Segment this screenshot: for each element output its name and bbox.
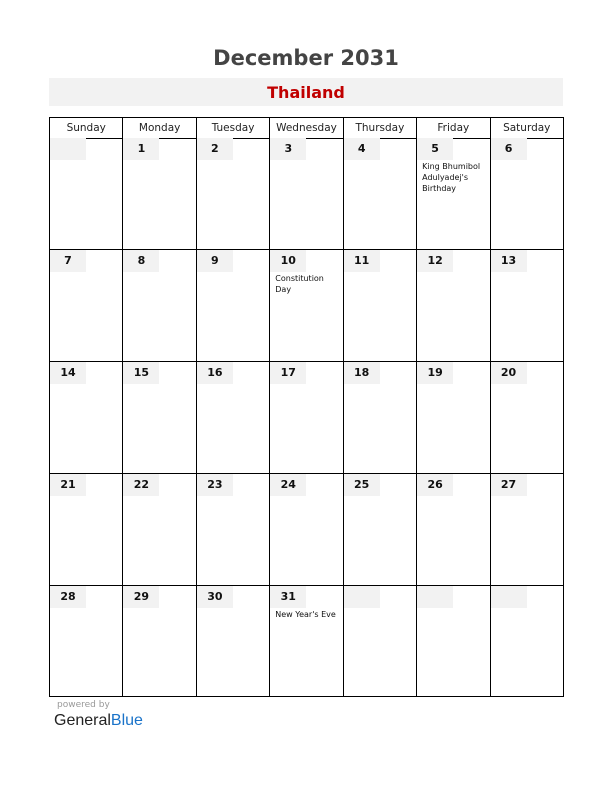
day-number-box	[123, 250, 159, 272]
calendar-weeks	[50, 138, 563, 696]
calendar-day-cell	[197, 586, 270, 697]
weekday-saturday: Saturday	[503, 122, 551, 134]
calendar-day-cell	[344, 138, 417, 249]
day-number: 8	[137, 254, 146, 267]
day-number: 18	[354, 366, 370, 379]
day-number: 27	[500, 478, 517, 491]
calendar-week	[50, 474, 563, 586]
calendar-day-cell	[123, 474, 196, 585]
day-number: 20	[500, 366, 517, 379]
calendar-day-cell	[491, 138, 563, 249]
day-number-box	[491, 474, 527, 496]
day-number-box	[270, 138, 306, 160]
day-number-box	[50, 250, 86, 272]
day-number-box	[417, 586, 453, 608]
day-number: 11	[354, 254, 370, 267]
calendar-week	[50, 250, 563, 362]
holiday-label: Constitution Day	[275, 274, 324, 294]
day-number: 31	[280, 590, 296, 603]
calendar-day-cell	[270, 138, 343, 249]
day-number-box	[50, 362, 86, 384]
day-number: 1	[137, 142, 146, 155]
day-number: 28	[60, 590, 76, 603]
weekday-friday: Friday	[417, 118, 490, 138]
day-number-box	[270, 586, 306, 608]
day-number: 19	[427, 366, 443, 379]
calendar-day-cell	[123, 362, 196, 473]
brand-name-part1: General	[54, 712, 111, 729]
weekday-header	[50, 118, 563, 139]
day-number-box	[197, 586, 233, 608]
calendar-day-cell	[123, 138, 196, 249]
weekday-wednesday: Wednesday	[270, 118, 343, 138]
day-number-box	[50, 474, 86, 496]
day-number: 3	[284, 142, 293, 155]
day-number-box	[344, 138, 380, 160]
calendar-day-cell	[123, 586, 196, 697]
country-name: Thailand	[267, 83, 345, 102]
holiday-label: New Year's Eve	[275, 610, 336, 619]
day-number-box	[123, 138, 159, 160]
day-number-box	[270, 362, 306, 384]
calendar-grid	[49, 117, 564, 697]
day-number: 23	[207, 478, 223, 491]
weekday-monday: Monday	[123, 118, 196, 138]
day-number: 10	[280, 254, 296, 267]
day-number-box	[344, 250, 380, 272]
calendar-day-cell	[50, 474, 123, 585]
calendar-day-cell	[50, 586, 123, 697]
day-number: 4	[357, 142, 366, 155]
day-number-box	[491, 586, 527, 608]
day-number-box	[123, 586, 159, 608]
calendar-day-cell	[491, 586, 563, 697]
calendar-day-cell	[197, 138, 270, 249]
day-number-box	[417, 250, 453, 272]
day-number-box	[417, 362, 453, 384]
weekday-thursday: Thursday	[344, 118, 417, 138]
country-banner	[49, 78, 563, 106]
calendar-day-cell	[417, 474, 490, 585]
day-number-box	[197, 474, 233, 496]
calendar-day-cell	[50, 250, 123, 361]
calendar-day-cell	[491, 250, 563, 361]
holiday-label: King Bhumibol Adulyadej's Birthday	[422, 162, 481, 193]
calendar-week	[50, 138, 563, 250]
day-number-box	[270, 250, 306, 272]
day-number: 17	[280, 366, 296, 379]
day-number-box	[344, 474, 380, 496]
generalblue-logo	[54, 712, 143, 730]
day-number: 30	[207, 590, 223, 603]
day-number: 5	[431, 142, 439, 155]
day-number: 7	[64, 254, 72, 267]
calendar-week	[50, 362, 563, 474]
day-number-box	[417, 474, 453, 496]
day-number-box	[197, 362, 233, 384]
calendar-day-cell	[50, 138, 123, 249]
day-number: 16	[207, 366, 223, 379]
calendar-day-cell	[417, 362, 490, 473]
day-number: 2	[211, 142, 219, 155]
calendar-day-cell	[197, 362, 270, 473]
day-number-box	[344, 586, 380, 608]
calendar-day-cell	[50, 362, 123, 473]
calendar-day-cell	[491, 362, 563, 473]
day-number-box	[123, 362, 159, 384]
calendar-day-cell	[270, 250, 343, 361]
calendar-day-cell	[270, 586, 343, 697]
calendar-day-cell	[344, 250, 417, 361]
brand-name-part2: Blue	[110, 712, 143, 729]
day-number-box	[50, 138, 86, 160]
calendar-title: December 2031	[213, 46, 399, 70]
calendar-week	[50, 586, 563, 697]
calendar-day-cell	[344, 586, 417, 697]
calendar-day-cell	[344, 362, 417, 473]
day-number: 26	[427, 478, 443, 491]
day-number: 29	[133, 590, 150, 603]
calendar-day-cell	[197, 474, 270, 585]
day-number-box	[491, 250, 527, 272]
calendar-day-cell	[123, 250, 196, 361]
day-number: 25	[354, 478, 370, 491]
day-number: 15	[133, 366, 150, 379]
day-number-box	[417, 138, 453, 160]
calendar-day-cell	[491, 474, 563, 585]
day-number: 22	[133, 478, 150, 491]
day-number-box	[197, 138, 233, 160]
day-number-box	[50, 586, 86, 608]
calendar-day-cell	[270, 362, 343, 473]
calendar-day-cell	[417, 138, 490, 249]
day-number: 12	[427, 254, 443, 267]
calendar-day-cell	[197, 250, 270, 361]
day-number: 14	[60, 366, 76, 379]
day-number-box	[491, 138, 527, 160]
day-number: 24	[280, 478, 296, 491]
day-number-box	[491, 362, 527, 384]
powered-by-label: powered by	[57, 700, 110, 710]
day-number-box	[197, 250, 233, 272]
weekday-tuesday: Tuesday	[197, 118, 270, 138]
calendar-day-cell	[270, 474, 343, 585]
calendar-day-cell	[417, 250, 490, 361]
day-number: 13	[500, 254, 517, 267]
day-number-box	[270, 474, 306, 496]
day-number: 9	[211, 254, 219, 267]
calendar-day-cell	[344, 474, 417, 585]
day-number-box	[123, 474, 159, 496]
day-number: 6	[504, 142, 513, 155]
day-number: 21	[60, 478, 76, 491]
weekday-sunday: Sunday	[50, 118, 123, 138]
day-number-box	[344, 362, 380, 384]
calendar-day-cell	[417, 586, 490, 697]
